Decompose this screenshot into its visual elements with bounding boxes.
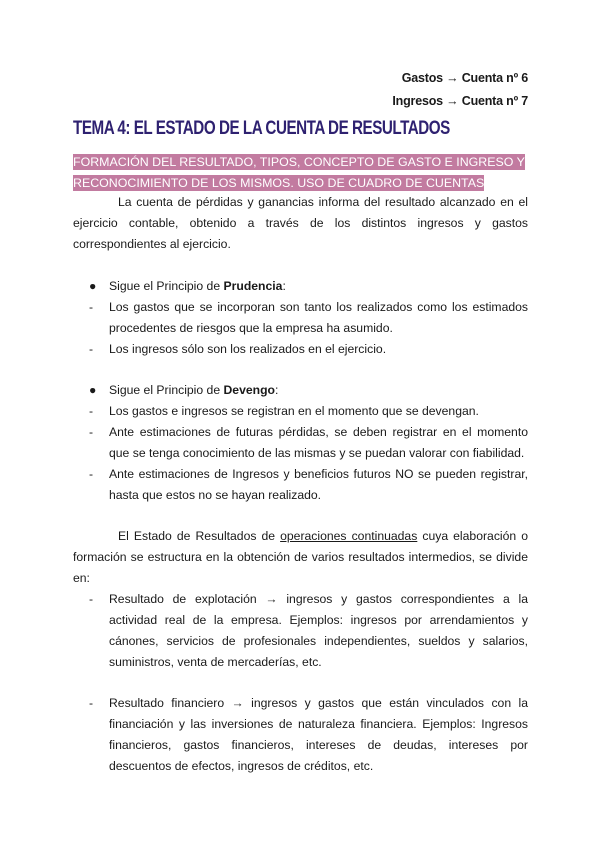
subtitle-line-1: [73, 155, 529, 169]
list-item-text: Los gastos e ingresos se registran en el momento que se devengan.: [109, 404, 479, 418]
dash-icon: -: [89, 696, 94, 710]
list-item-text: Ante estimaciones de futuras pérdidas, se deben registrar en el momento que se tenga conocimiento de las mismas y se puedan valorar con fiabilidad.: [109, 425, 528, 460]
list-item-text: Resultado financiero → ingresos y gastos que están vinculados con la financiación y las inversiones de naturaleza financiera. Ejemplos: Ingresos financieros, gastos financieros, intereses de deudas, intereses por descuentos de efectos, ingresos de créditos, etc.: [109, 696, 528, 773]
header-ingresos: Ingresos → Cuenta nº 7: [392, 94, 528, 108]
subtitle-text: RECONOCIMIENTO DE LOS MISMOS. USO DE CUADRO DE CUENTAS: [73, 176, 485, 190]
underlined-term: operaciones continuadas: [280, 529, 418, 543]
dash-icon: -: [89, 342, 94, 356]
bullet-text: Sigue el Principio de Prudencia:: [109, 279, 286, 293]
dash-icon: -: [89, 425, 94, 439]
dash-icon: -: [89, 592, 94, 606]
dash-icon: -: [89, 300, 94, 314]
page-title: TEMA 4: EL ESTADO DE LA CUENTA DE RESULTADOS: [73, 117, 450, 139]
bullet-text: Sigue el Principio de Devengo:: [109, 383, 279, 397]
list-item-text: Los gastos que se incorporan son tanto los realizados como los estimados procedentes de riesgos que la empresa ha asumido.: [109, 300, 528, 335]
subtitle-line-2: [73, 176, 529, 190]
header-gastos: Gastos → Cuenta nº 6: [401, 71, 528, 85]
bullet-icon: ●: [89, 279, 97, 293]
estado-paragraph: El Estado de Resultados de operaciones continuadas cuya elaboración o formación se estructura en la obtención de varios resultados intermedios, se divide en:: [73, 529, 529, 585]
dash-icon: -: [89, 404, 94, 418]
list-item-text: Ante estimaciones de Ingresos y beneficios futuros NO se pueden registrar, hasta que estos no se hayan realizado.: [109, 467, 528, 502]
intro-paragraph: La cuenta de pérdidas y ganancias informa del resultado alcanzado en el ejercicio contable, obtenido a través de los distintos ingresos y gastos correspondientes al ejercicio.: [73, 195, 528, 251]
list-item-text: Los ingresos sólo son los realizados en el ejercicio.: [109, 342, 387, 356]
dash-icon: -: [89, 467, 94, 481]
list-item-text: Resultado de explotación → ingresos y gastos correspondientes a la actividad real de la empresa. Ejemplos: ingresos por arrendamientos y cánones, servicios de profesionales independientes, sueldos y salarios, suministros, venta de mercaderías, etc.: [109, 592, 528, 669]
bullet-icon: ●: [89, 383, 97, 397]
subtitle-text: FORMACIÓN DEL RESULTADO, TIPOS, CONCEPTO DE GASTO E INGRESO Y: [73, 155, 525, 169]
